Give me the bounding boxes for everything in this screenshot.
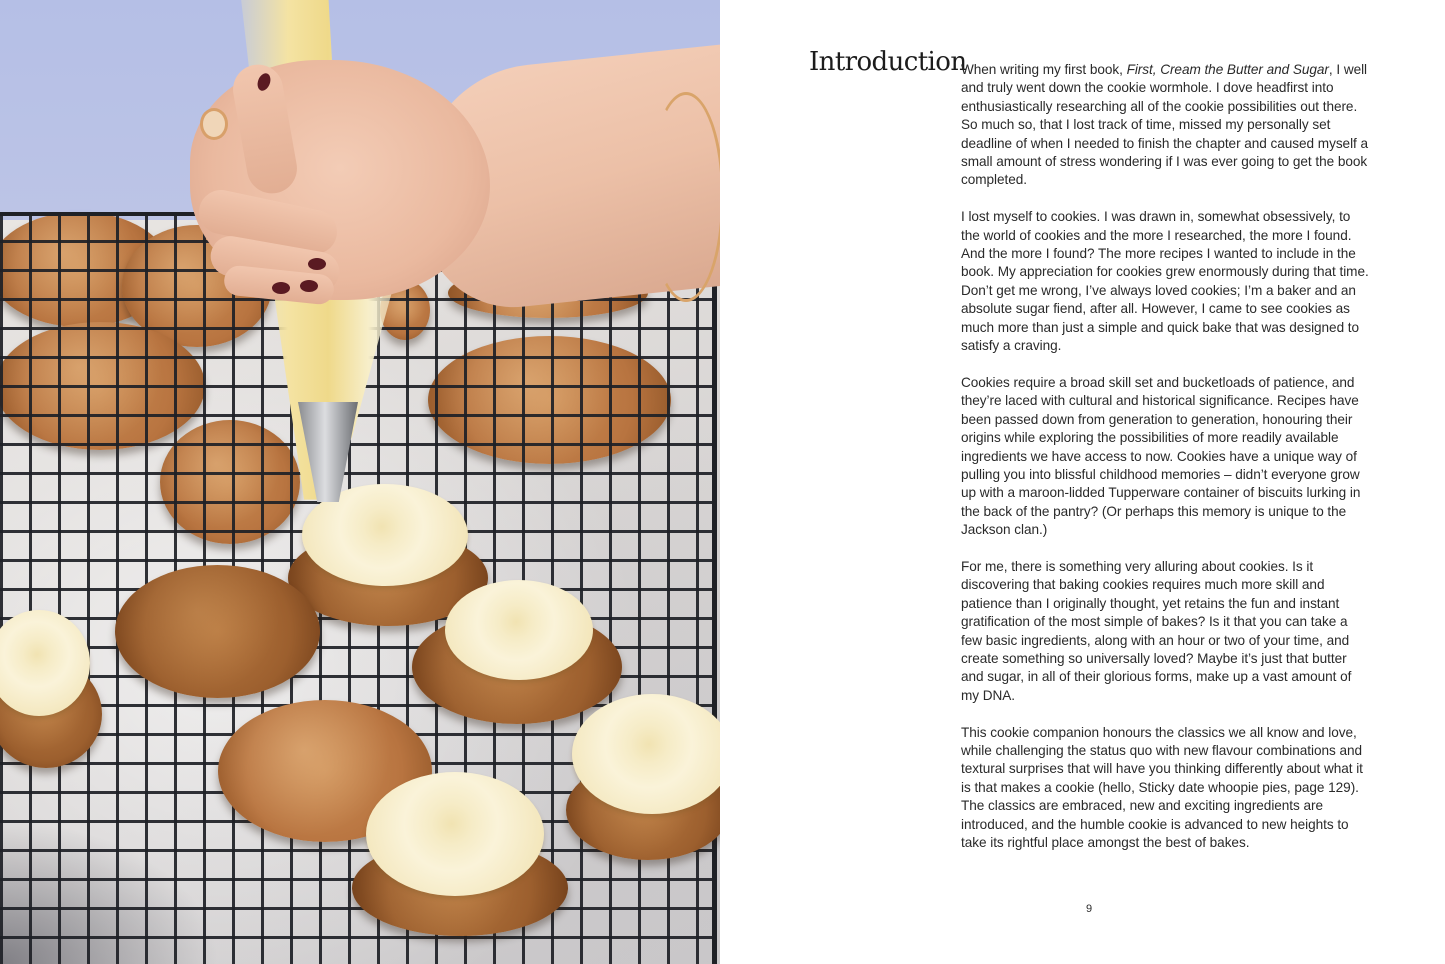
ring xyxy=(200,108,228,140)
page-number: 9 xyxy=(1086,903,1093,915)
paragraph xyxy=(961,61,1371,190)
nail xyxy=(300,280,318,292)
cream-filling xyxy=(366,772,544,896)
cream-filling xyxy=(572,694,720,814)
text-page xyxy=(720,0,1445,964)
paragraph-text: When writing my first book, xyxy=(961,62,1127,77)
paragraph-text: , I well and truly went down the cookie wormhole. I dove headfirst into enthusiastically researching all of the cookie possibilities out there. So much so, that I lost track of time, missed my personally set deadline of when I needed to finish the chapter and caused myself a small amount of stress wondering if I was ever going to get the book completed. xyxy=(961,62,1369,188)
bangle xyxy=(648,92,720,302)
book-title: First, Cream the Butter and Sugar xyxy=(1126,62,1329,77)
nail xyxy=(308,258,326,270)
intro-body xyxy=(961,61,1371,871)
paragraph: I lost myself to cookies. I was drawn in, somewhat obsessively, to the world of cookies and the more I researched, the more I found. And the more I found? The more recipes I wanted to include in the book. My appreciation for cookies grew enormously during that time. Don’t get me wrong, I’ve always loved cookies; I’m a baker and an absolute sugar fiend, after all. However, I came to see cookies as much more than just a simple and quick bake that was designed to satisfy a craving. xyxy=(961,209,1369,354)
paragraph: Cookies require a broad skill set and bucketloads of patience, and they’re laced with cultural and historical significance. Recipes have been passed down from generation to generation, honouring their origins while exploring the possibilities of more readily available ingredients we have access to now. Cookies have a unique way of pulling you into blissful childhood memories – didn’t everyone grow up with a maroon-lidded Tupperware container of biscuits lurking in the back of the pantry? (Or perhaps this memory is unique to the Jackson clan.) xyxy=(961,374,1361,538)
nail xyxy=(272,282,290,294)
paragraph: For me, there is something very alluring about cookies. Is it discovering that baking cookies requires much more skill and patience than I originally thought, yet retains the fun and instant gratification of the most simple of bakes? Is it that you can take a few basic ingredients, along with an hour or two of your time, and create something so universally loved? Maybe it’s just that butter and sugar, in all of their glorious forms, make up a vast amount of my DNA. xyxy=(961,558,1352,703)
cookie-piping-photo xyxy=(0,0,720,964)
chapter-title: Introduction xyxy=(809,47,967,77)
cookie xyxy=(115,565,320,698)
paragraph: This cookie companion honours the classics we all know and love, while challenging the status quo with new flavour combinations and textural surprises that will have you thinking differently about what it is that makes a cookie (hello, Sticky date whoopie pies, page 129). The classics are embraced, new and exciting ingredients are introduced, and the humble cookie is advanced to new heights to take its rightful place amongst the best of bakes. xyxy=(961,724,1363,850)
cream-filling xyxy=(445,580,593,680)
